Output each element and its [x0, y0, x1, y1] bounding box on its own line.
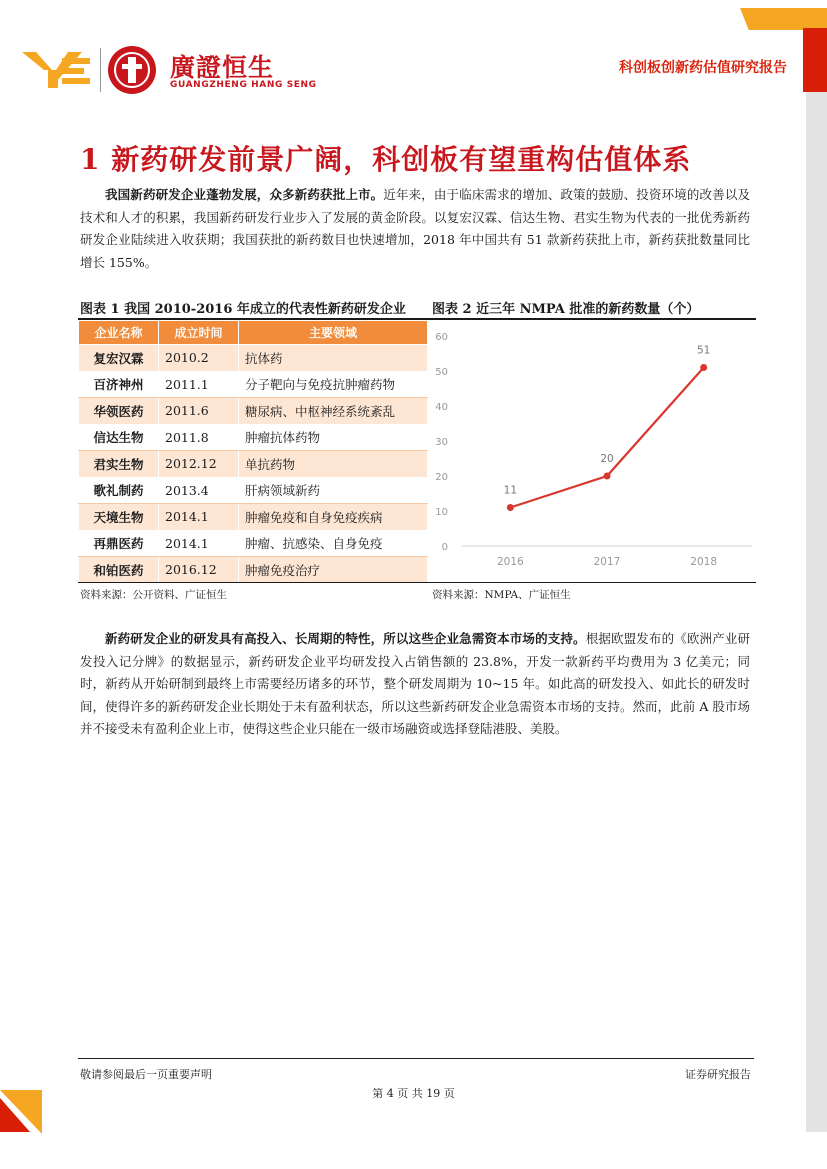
company-table: [78, 320, 428, 584]
company-name: 百济神州: [79, 371, 159, 398]
founded-date: 2014.1: [159, 504, 239, 531]
intro-paragraph: [80, 184, 750, 274]
footer-doc-type: 证券研究报告: [685, 1068, 751, 1081]
founded-date: 2010.2: [159, 345, 239, 372]
table-row: [79, 424, 428, 451]
company-name: 和铂医药: [79, 557, 159, 584]
footer-rule: [78, 1058, 754, 1059]
founded-date: 2011.1: [159, 371, 239, 398]
y-tick-label: 40: [435, 402, 448, 413]
main-field: 肿瘤抗体药物: [239, 424, 428, 451]
figure2-source: 资料来源：NMPA、广证恒生: [432, 589, 571, 601]
table-row: [79, 451, 428, 478]
nmpa-line-chart: [432, 322, 762, 580]
founded-date: 2014.1: [159, 530, 239, 557]
main-field: 肿瘤免疫和自身免疫疾病: [239, 504, 428, 531]
founded-date: 2016.12: [159, 557, 239, 584]
table-row: [79, 557, 428, 584]
table-row: [79, 345, 428, 372]
data-point: [604, 473, 611, 480]
decor-right-red: [803, 28, 827, 92]
table-row: [79, 530, 428, 557]
report-name: 科创板创新药估值研究报告: [619, 60, 787, 76]
figure1-caption: 图表 1 我国 2010-2016 年成立的代表性新药研发企业: [80, 302, 406, 317]
intro-body: 近年来，由于临床需求的增加、政策的鼓励、投资环境的改善以及技术和人才的积累，我国新药研发行业步入了发展的黄金阶段。以复宏汉霖、信达生物、君实生物为代表的一批优秀新药研发企业陆续进入收获期；我国获批的新药数目也快速增加，2018 年中国共有 51 款新药获批上市，新药获批数量同比增长 155%。: [80, 187, 750, 270]
brand-name-cn: 廣證恒生: [170, 53, 275, 82]
data-label: 51: [696, 344, 711, 357]
brand-name-en: GUANGZHENG HANG SENG: [170, 80, 317, 90]
table-header-field: 主要领域: [239, 321, 428, 345]
company-name: 信达生物: [79, 424, 159, 451]
main-field: 单抗药物: [239, 451, 428, 478]
figure-bottom-rule: [78, 582, 756, 583]
decor-top-orange: [740, 8, 827, 30]
table-header-date: 成立时间: [159, 321, 239, 345]
figure1-source: 资料来源：公开资料、广证恒生: [80, 589, 227, 601]
decor-right-grey-bar: [806, 92, 827, 1132]
founded-date: 2013.4: [159, 477, 239, 504]
yf-logo-icon: [22, 48, 92, 92]
logo-divider: [100, 48, 101, 92]
main-field: 肝病领域新药: [239, 477, 428, 504]
series-line: [510, 368, 703, 508]
founded-date: 2011.6: [159, 398, 239, 425]
company-name: 君实生物: [79, 451, 159, 478]
rd-lead: 新药研发企业的研发具有高投入、长周期的特性，所以这些企业急需资本市场的支持。: [105, 631, 586, 646]
data-label: 11: [503, 484, 518, 497]
y-tick-label: 0: [441, 542, 448, 553]
x-tick-label: 2016: [496, 556, 524, 568]
data-label: 20: [600, 453, 614, 465]
rd-body: 根据欧盟发布的《欧洲产业研发投入记分牌》的数据显示，新药研发企业平均研发投入占销售额的 23.8%，开发一款新药平均费用为 3 亿美元；同时，新药从开始研制到最终上市需要经历诸多的环节，整个研发周期为 10~15 年。如此高的研发投入、如此长的研发时间，使得许多的新药研发企业长期处于未有盈利状态，所以这些新药研发企业急需资本市场的支持。然而，此前 A 股市场并不接受未有盈利企业上市，使得这些企业只能在一级市场融资或选择登陆港股、美股。: [80, 631, 750, 736]
table-row: [79, 504, 428, 531]
company-name: 天境生物: [79, 504, 159, 531]
x-tick-label: 2018: [690, 556, 718, 568]
intro-lead: 我国新药研发企业蓬勃发展，众多新药获批上市。: [105, 187, 384, 202]
main-field: 分子靶向与免疫抗肿瘤药物: [239, 371, 428, 398]
main-field: 肿瘤、抗感染、自身免疫: [239, 530, 428, 557]
main-field: 肿瘤免疫治疗: [239, 557, 428, 584]
table-header-name: 企业名称: [79, 321, 159, 345]
table-row: [79, 477, 428, 504]
table-row: [79, 371, 428, 398]
company-name: 再鼎医药: [79, 530, 159, 557]
x-tick-label: 2017: [593, 556, 621, 568]
company-name: 歌礼制药: [79, 477, 159, 504]
company-name: 华领医药: [79, 398, 159, 425]
y-tick-label: 20: [435, 472, 448, 483]
table-row: [79, 398, 428, 425]
data-point: [700, 364, 707, 371]
footer-disclaimer: 敬请参阅最后一页重要声明: [80, 1068, 212, 1081]
main-field: 抗体药: [239, 345, 428, 372]
data-point: [507, 504, 514, 511]
y-tick-label: 60: [435, 332, 448, 343]
main-field: 糖尿病、中枢神经系统紊乱: [239, 398, 428, 425]
section-title: 1 新药研发前景广阔，科创板有望重构估值体系: [80, 143, 692, 176]
founded-date: 2012.12: [159, 451, 239, 478]
table-header-row: [79, 321, 428, 345]
y-tick-label: 10: [435, 507, 448, 518]
page-number: 第 4 页 共 19 页: [372, 1087, 455, 1100]
rd-paragraph: [80, 628, 750, 741]
founded-date: 2011.8: [159, 424, 239, 451]
y-tick-label: 50: [435, 367, 448, 378]
company-name: 复宏汉霖: [79, 345, 159, 372]
seal-logo-icon: [108, 46, 156, 94]
figure2-caption: 图表 2 近三年 NMPA 批准的新药数量（个）: [432, 302, 700, 317]
y-tick-label: 30: [435, 437, 448, 448]
